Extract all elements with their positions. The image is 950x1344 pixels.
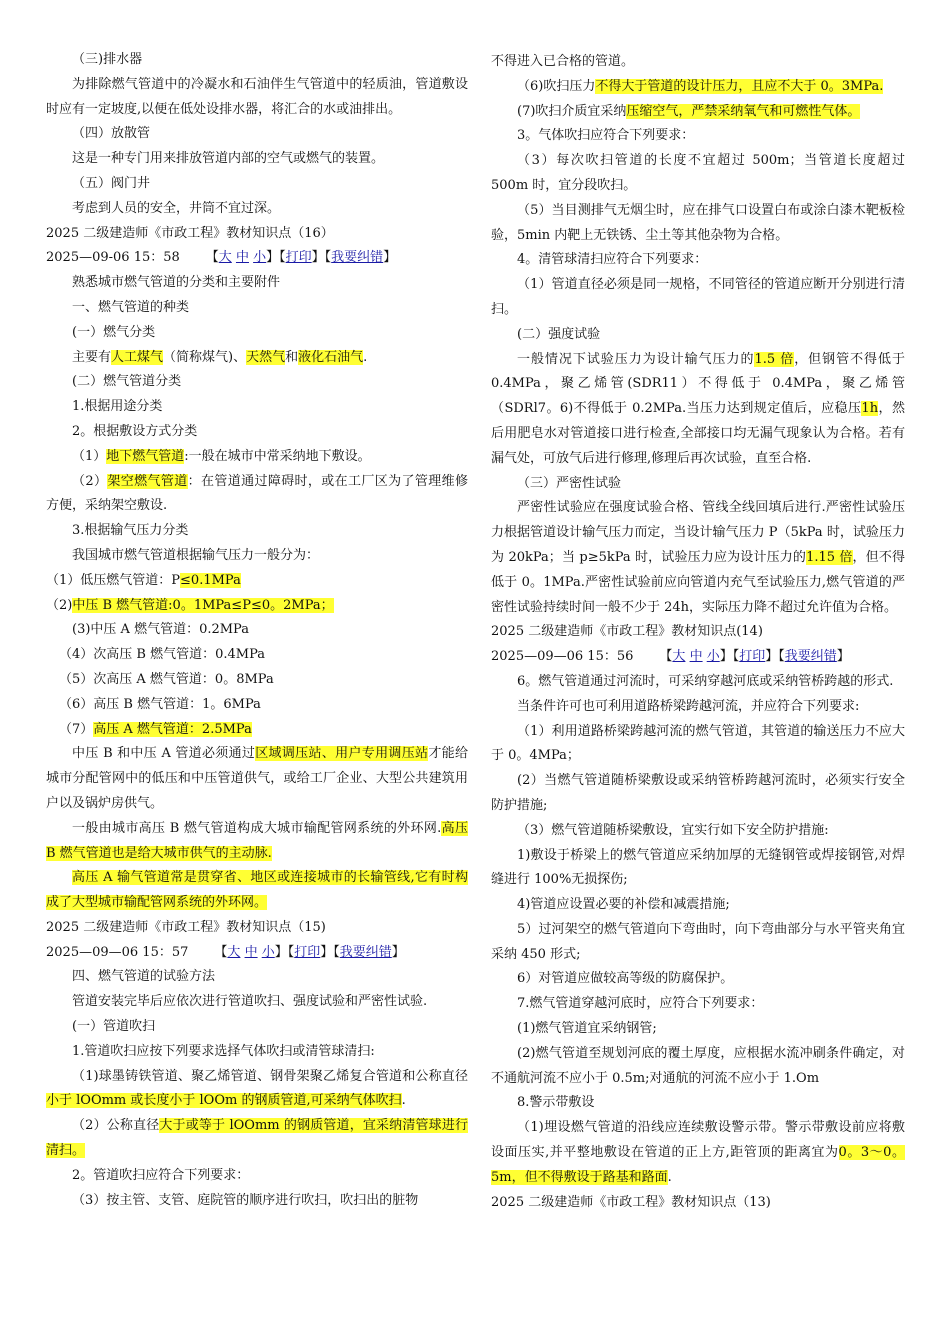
font-size-medium-link[interactable]: 中: [244, 944, 258, 960]
highlight: 1h: [861, 401, 879, 417]
text: （6)吹扫压力: [517, 78, 596, 94]
paragraph: [491, 496, 905, 620]
highlight: 地下燃气管道: [106, 448, 185, 464]
paragraph: 为排除燃气管道中的冷凝水和石油伴生气管道中的轻质油，管道敷设时应有一定坡度,以便在低处设排水器，将汇合的水或油排出。: [46, 76, 468, 117]
paragraph: 我国城市燃气管道根据输气压力一般分为：: [72, 547, 320, 563]
meta-line: 2025—09—06 15：56 【大 中 小】【打印】【我要纠错】: [491, 649, 850, 665]
paragraph: （3）每次吹扫管道的长度不宜超过 500m；当管道长度超过 500m 时，宜分段吹扫。: [491, 153, 905, 193]
meta-line: 2025—09-06 15：58 【大 中 小】【打印】【我要纠错】: [46, 250, 397, 266]
heading: (一）管道吹扫: [72, 1019, 156, 1035]
paragraph: 管道安装完毕后应依次进行管道吹扫、强度试验和严密性试验.: [72, 994, 428, 1010]
paragraph: [46, 1065, 468, 1115]
paragraph: [46, 742, 468, 816]
paragraph: 8.警示带敷设: [517, 1095, 595, 1111]
paragraph: [491, 348, 905, 472]
paragraph: [491, 100, 905, 125]
pressure-item: [46, 569, 468, 594]
font-size-small-link[interactable]: 小: [261, 944, 275, 960]
text: 一般由城市高压 B 燃气管道构成大城市输配管网系统的外环网.: [72, 820, 442, 836]
font-size-large-link[interactable]: 大: [672, 649, 686, 665]
heading-valve-well: （五）阀门井: [72, 175, 151, 191]
paragraph: 6）对管道应做较高等级的防腐保护。: [517, 971, 734, 987]
text: 和: [285, 349, 299, 365]
paragraph: 当条件许可也可利用道路桥梁跨越河流，并应符合下列要求:: [517, 698, 860, 714]
paragraph: 1.根据用途分类: [72, 399, 163, 415]
text: .: [363, 349, 368, 365]
font-size-small-link[interactable]: 小: [253, 250, 267, 266]
paragraph: 3。气体吹扫应符合下列要求：: [517, 128, 695, 144]
paragraph: 不得进入已合格的管道。: [491, 54, 635, 69]
pressure-item: (3)中压 A 燃气管道：0.2MPa: [72, 622, 249, 638]
text: （2）: [72, 473, 108, 489]
text: 主要有: [72, 349, 112, 365]
report-error-link[interactable]: 我要纠错: [784, 649, 837, 665]
print-link[interactable]: 打印: [285, 250, 312, 266]
paragraph: 7.燃气管道穿越河底时，应符合下列要求：: [517, 996, 764, 1012]
pressure-item: （4）次高压 B 燃气管道：0.4MPa: [59, 647, 265, 663]
highlight: 中压 B 燃气管道:0。1MPa≤P≤0。2MPa；: [72, 597, 334, 613]
text: .: [667, 1169, 672, 1185]
paragraph: 4。清管球清扫应符合下列要求：: [517, 252, 708, 268]
font-size-medium-link[interactable]: 中: [235, 250, 249, 266]
paragraph: (2）当燃气管道随桥梁敷设或采纳管桥跨越河流时，必须实行安全防护措施;: [491, 773, 905, 813]
text: ，但钢管不得低于 0.4MPa，聚乙烯管(SDR11）不得低于 0.4MPa，聚乙烯管（SDRl7。6)不得低于 0.2MPa.当压力达到规定值后，应稳压: [491, 351, 905, 417]
highlight: 0。3～0。5m，但不得敷设于路基和路面: [491, 1145, 905, 1185]
heading: (二）强度试验: [517, 326, 601, 342]
paragraph: （3）按主管、支管、庭院管的顺序进行吹扫，吹扫出的脏物: [72, 1192, 419, 1208]
text: (7)吹扫介质宜采纳: [517, 103, 627, 119]
highlight: 高压 A 燃气管道：2.5MPa: [93, 721, 252, 737]
date: 2025—09-06 15：58: [46, 250, 180, 266]
paragraph: (1)燃气管道宜采纳钢管;: [517, 1021, 657, 1037]
text: （2): [46, 597, 73, 613]
paragraph: 熟悉城市燃气管道的分类和主要附件: [72, 275, 281, 291]
paragraph: 3.根据输气压力分类: [72, 523, 189, 539]
report-error-link[interactable]: 我要纠错: [339, 944, 392, 960]
heading: 一、燃气管道的种类: [72, 299, 190, 315]
text: （1）: [72, 448, 107, 464]
font-size-small-link[interactable]: 小: [706, 649, 720, 665]
pressure-item: [46, 594, 468, 619]
date: 2025—09—06 15：57: [46, 944, 189, 960]
paragraph: (2)燃气管道至规划河底的覆土厚度，应根据水流冲刷条件确定，对不通航河流不应小于 0.5m;对通航的河流不应小于 1.Om: [491, 1045, 905, 1086]
paragraph: [46, 445, 468, 470]
text: :一般在城市中常采纳地下敷设。: [184, 448, 371, 464]
highlight: 1.15 倍: [806, 549, 853, 565]
highlight: 架空燃气管道: [107, 473, 188, 489]
font-size-large-link[interactable]: 大: [218, 250, 232, 266]
paragraph: （3）燃气管道随桥梁敷设，宜实行如下安全防护措施:: [517, 822, 829, 838]
section-title-16: 2025 二级建造师《市政工程》教材知识点（16）: [46, 225, 334, 241]
text: 一般情况下试验压力为设计输气压力的: [517, 351, 755, 367]
pressure-item: （5）次高压 A 燃气管道：0。8MPa: [59, 671, 274, 687]
paragraph: 4)管道应设置必要的补偿和减震措施;: [517, 897, 730, 913]
section-title-13: 2025 二级建造师《市政工程》教材知识点（13): [491, 1194, 771, 1210]
highlight: 压缩空气，严禁采纳氧气和可燃性气体。: [626, 103, 861, 119]
font-size-medium-link[interactable]: 中: [689, 649, 703, 665]
highlight: ≤0.1MPa: [180, 572, 241, 588]
text: （2）公称直径: [72, 1118, 160, 1134]
text: 中压 B 和中压 A 管道必须通过: [72, 746, 256, 762]
text: （1)埋设燃气管道的沿线应连续敷设警示带。警示带敷设前应将敷设面压实,并平整地敷设在管道的正上方,距管顶的距离宜为: [491, 1120, 905, 1161]
paragraph: （5）当目测排气无烟尘时，应在排气口设置白布或涂白漆木靶板检验，5min 内靶上无铁锈、尘土等其他杂物为合格。: [491, 202, 905, 243]
text: .: [401, 1093, 406, 1109]
paragraph: （1）利用道路桥梁跨越河流的燃气管道，其管道的输送压力不应大于 0。4MPa；: [491, 723, 905, 764]
paragraph: [491, 75, 905, 100]
highlight: 天然气: [246, 349, 286, 365]
heading: 四、燃气管道的试验方法: [72, 969, 216, 985]
text: 严密性试验应在强度试验合格、管线全线回填后进行.严密性试验压力根据管道设计输气压力而定，当设计输气压力 P（5kPa 时，试验压力为 20kPa；当 p≥5kPa 时，试验压力应为设计压力的: [491, 500, 905, 565]
font-size-large-link[interactable]: 大: [227, 944, 241, 960]
heading: (二）燃气管道分类: [72, 374, 182, 390]
text: （1)球墨铸铁管道、聚乙烯管道、钢骨架聚乙烯复合管道和公称直径: [72, 1068, 468, 1084]
text: （简称煤气)、: [163, 349, 247, 365]
paragraph: 2。管道吹扫应符合下列要求：: [72, 1167, 250, 1183]
text: ，但不得低于 0。1MPa.严密性试验前应向管道内充气至试验压力,燃气管道的严密性试验持续时间一般不少于 24h，实际压力降不超过允许值为合格。: [491, 549, 905, 615]
highlight: 液化石油气: [298, 349, 364, 365]
paragraph: [46, 1114, 468, 1164]
text: 才能给城市分配管网中的低压和中压管道供气，或给工厂企业、大型公共建筑用户以及锅炉房供气。: [46, 746, 468, 811]
heading: (一）燃气分类: [72, 324, 156, 340]
date: 2025—09—06 15：56: [491, 649, 634, 665]
paragraph: [46, 470, 468, 520]
report-error-link[interactable]: 我要纠错: [331, 250, 384, 266]
paragraph: [46, 817, 468, 867]
highlight: 1.5 倍: [754, 351, 795, 367]
highlight: 小于 lOOmm 或长度小于 lOOm 的钢质管道,可采纳气体吹扫: [46, 1093, 402, 1109]
heading-drainer: （三)排水器: [72, 52, 143, 67]
pressure-item: （6）高压 B 燃气管道：1。6MPa: [59, 696, 261, 712]
paragraph: 这是一种专门用来排放管道内部的空气或燃气的装置。: [72, 151, 385, 167]
highlight: 大于或等于 lOOmm 的钢质管道，宜采纳清管球进行清扫。: [46, 1118, 468, 1159]
text: ，然后用肥皂水对管道接口进行检查,全部接口均无漏气现象认为合格。若有漏气处，可放气后进行修理,修理后再次试验，直至合格.: [491, 401, 905, 466]
paragraph: 2。根据敷设方式分类: [72, 423, 198, 439]
paragraph: 5）过河架空的燃气管道向下弯曲时，向下弯曲部分与水平管夹角宜采纳 450 形式;: [491, 921, 905, 962]
print-link[interactable]: 打印: [739, 649, 766, 665]
pressure-item: [46, 718, 468, 743]
meta-line: 2025—09—06 15：57 【大 中 小】【打印】【我要纠错】: [46, 944, 405, 960]
paragraph: [46, 346, 468, 371]
paragraph: （1）管道直径必须是同一规格，不同管径的管道应断开分别进行清扫。: [491, 277, 905, 317]
paragraph: [491, 1116, 905, 1190]
right-column: [491, 50, 905, 1215]
text: （1）低压燃气管道：P: [46, 572, 181, 588]
text: ：在管道通过障碍时，或在工厂区为了管理维修方便，采纳架空敷设.: [46, 473, 468, 514]
highlight: 高压 B 燃气管道也是给大城市供气的主动脉.: [46, 820, 468, 861]
highlight: 不得大于管道的设计压力，且应不大于 0。3MPa.: [595, 78, 884, 94]
left-column: [46, 48, 468, 1213]
paragraph: 1.管道吹扫应按下列要求选择气体吹扫或清管球清扫:: [72, 1043, 375, 1059]
heading: （三）严密性试验: [517, 475, 622, 491]
section-title-14: 2025 二级建造师《市政工程》教材知识点(14): [491, 624, 763, 640]
paragraph: 1)敷设于桥梁上的燃气管道应采纳加厚的无缝钢管或焊接钢管,对焊缝进行 100%无损探伤;: [491, 847, 905, 888]
paragraph: [46, 866, 468, 916]
highlight: 区域调压站、用户专用调压站: [255, 746, 429, 762]
section-title-15: 2025 二级建造师《市政工程》教材知识点（15): [46, 919, 326, 935]
heading-vent-pipe: （四）放散管: [72, 126, 151, 142]
paragraph: 6。燃气管道通过河流时，可采纳穿越河底或采纳管桥跨越的形式.: [517, 673, 894, 689]
highlight: 高压 A 输气管道常是贯穿省、地区或连接城市的长输管线,它有时构成了大型城市输配管网系统的外环网。: [46, 870, 468, 911]
text: （7）: [59, 721, 94, 737]
paragraph: 考虑到人员的安全，井筒不宜过深。: [72, 200, 281, 216]
print-link[interactable]: 打印: [294, 944, 321, 960]
highlight: 人工煤气: [111, 349, 164, 365]
